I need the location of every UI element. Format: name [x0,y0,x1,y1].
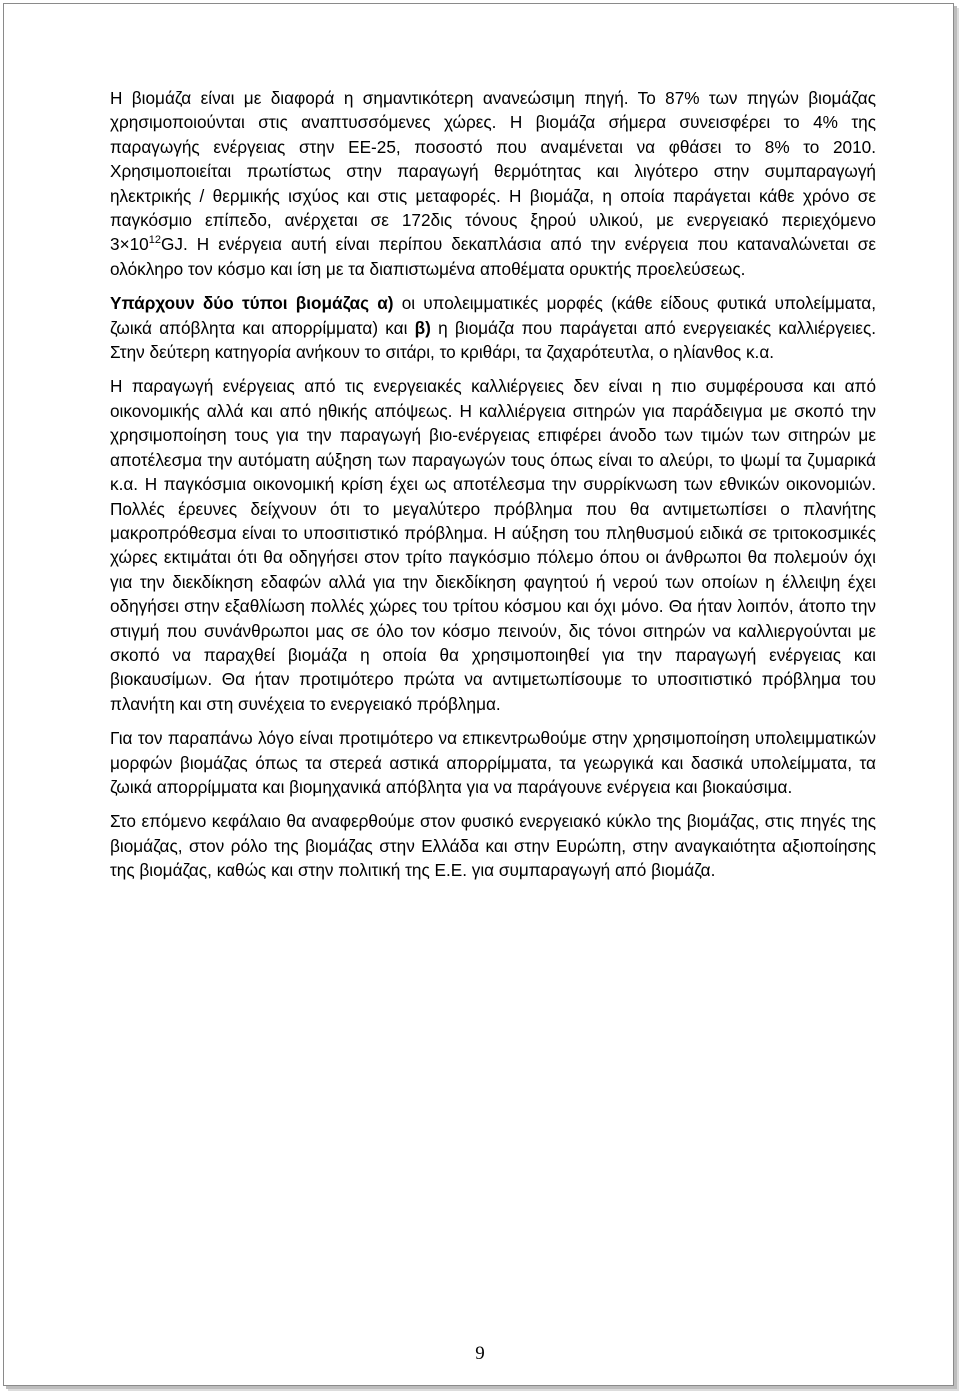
paragraph-2-text-1: οι υπολειμματικές μορφές (κάθε είδους φυτικά υπολείμματα, ζωικά απόβλητα και απορρίμματα) και [110,293,876,338]
paragraph-3-text: Η παραγωγή ενέργειας από τις ενεργειακές καλλιέργειες δεν είναι η πιο συμφέρουσα και από οικονομικής αλλά και από ηθικής απόψεως. Η καλλιέργεια σιτηρών για παράδειγμα με σκοπό την χρησιμοποίηση τους για την παραγωγή βιο-ενέργειας επιφέρει άνοδο των τιμών των σιτηρών με αποτέλεσμα την αυτόματη αύξηση των παραγωγών τους όπως είναι το αλεύρι, το ψωμί τα ζυμαρικά κ.α. Η παγκόσμια οικονομική κρίση έχει ως αποτέλεσμα την συρρίκνωση των εθνικών οικονομιών. Πολλές έρευνες δείχνουν ότι το μεγαλύτερο πρόβλημα που θα αντιμετωπίσει ο πλανήτης μακροπρόθεσμα είναι το υποσιτιστικό πρόβλημα. Η αύξηση του πληθυσμού ειδικά σε τριτοκοσμικές χώρες εκτιμάται ότι θα οδηγήσει στον τρίτο παγκόσμιο πόλεμο όπου οι άνθρωποι θα πολεμούν όχι για την διεκδίκηση εδαφών αλλά για την διεκδίκηση φαγητού ή νερού των οποίων η έλλειψη έχει οδηγήσει στην εξαθλίωση πολλές χώρες του τρίτου κόσμου και όχι μόνο. Θα ήταν λοιπόν, άτοπο την στιγμή που συνάνθρωποι μας σε όλο τον κόσμο πεινούν, δις τόνοι σιτηρών να καλλιεργούνται με σκοπό να παραχθεί βιομάζα η οποία θα χρησιμοποιηθεί για την παραγωγή ενέργειας και βιοκαυσίμων. Θα ήταν προτιμότερο πρώτα να αντιμετωπίσουμε το υποσιτιστικό πρόβλημα του πλανήτη και στη συνέχεια το ενεργειακό πρόβλημα. [110,376,876,714]
paragraph-5 [110,809,876,882]
paragraph-2 [110,291,876,364]
paragraph-1-text: Η βιομάζα είναι με διαφορά η σημαντικότερη ανανεώσιμη πηγή. Το 87% των πηγών βιομάζας χρησιμοποιούνται στις αναπτυσσόμενες χώρες. Η βιομάζα σήμερα συνεισφέρει το 4% της παραγωγής ενέργειας στην ΕΕ-25, ποσοστό που αναμένεται να φθάσει το 8% το 2010. Χρησιμοποιείται πρωτίστως στην παραγωγή θερμότητας και λιγότερο στην συμπαραγωγή ηλεκτρικής / θερμικής ισχύος και στις μεταφορές. Η βιομάζα, η οποία παράγεται κάθε χρόνο σε παγκόσμιο επίπεδο, ανέρχεται σε 172δις τόνους ξηρού υλικού, με ενεργειακό περιεχόμενο 3 [110,88,876,255]
power-base: 10 [129,234,149,255]
paragraph-1-rest: . Η ενέργεια αυτή είναι περίπου δεκαπλάσια από την ενέργεια που καταναλώνεται σε ολόκληρο τον κόσμο και ίση με τα διαπιστωμένα αποθέματα ορυκτής προελεύσεως. [110,234,876,279]
paragraph-3 [110,374,876,716]
paragraph-5-text: Στο επόμενο κεφάλαιο θα αναφερθούμε στον φυσικό ενεργειακό κύκλο της βιομάζας, στις πηγές της βιομάζας, στον ρόλο της βιομάζας στην Ελλάδα και στην Ευρώπη, στην αναγκαιότητα αξιοποίησης της βιομάζας, καθώς και στην πολιτική της Ε.Ε. για συμπαραγωγή από βιομάζα. [110,811,876,881]
paragraph-4-text: Για τον παραπάνω λόγο είναι προτιμότερο να επικεντρωθούμε στην χρησιμοποίηση υπολειμματικών μορφών βιομάζας όπως τα στερεά αστικά απορρίμματα, τα γεωργικά και δασικά υπολείμματα, τα ζωικά απορρίμματα και βιομηχανικά απόβλητα για να παράγουνε ενέργεια και βιοκαύσιμα. [110,728,876,797]
paragraph-1 [110,86,876,281]
paragraph-4 [110,726,876,799]
unit-gj: GJ [160,234,183,255]
power-exponent: 12 [148,234,161,247]
paragraph-2-text-2: η βιομάζα που παράγεται από ενεργειακές καλλιέργειες. Στην δεύτερη κατηγορία ανήκουν το σιτάρι, το κριθάρι, τα ζαχαρότευτλα, ο ηλίανθος κ.α. [110,317,876,363]
document-body [110,86,876,893]
type-b-marker: β) [414,317,431,338]
biomass-types-heading: Υπάρχουν δύο τύποι βιομάζας α) [110,293,394,314]
multiplication-sign: × [119,234,130,255]
page-number: 9 [475,1343,485,1364]
